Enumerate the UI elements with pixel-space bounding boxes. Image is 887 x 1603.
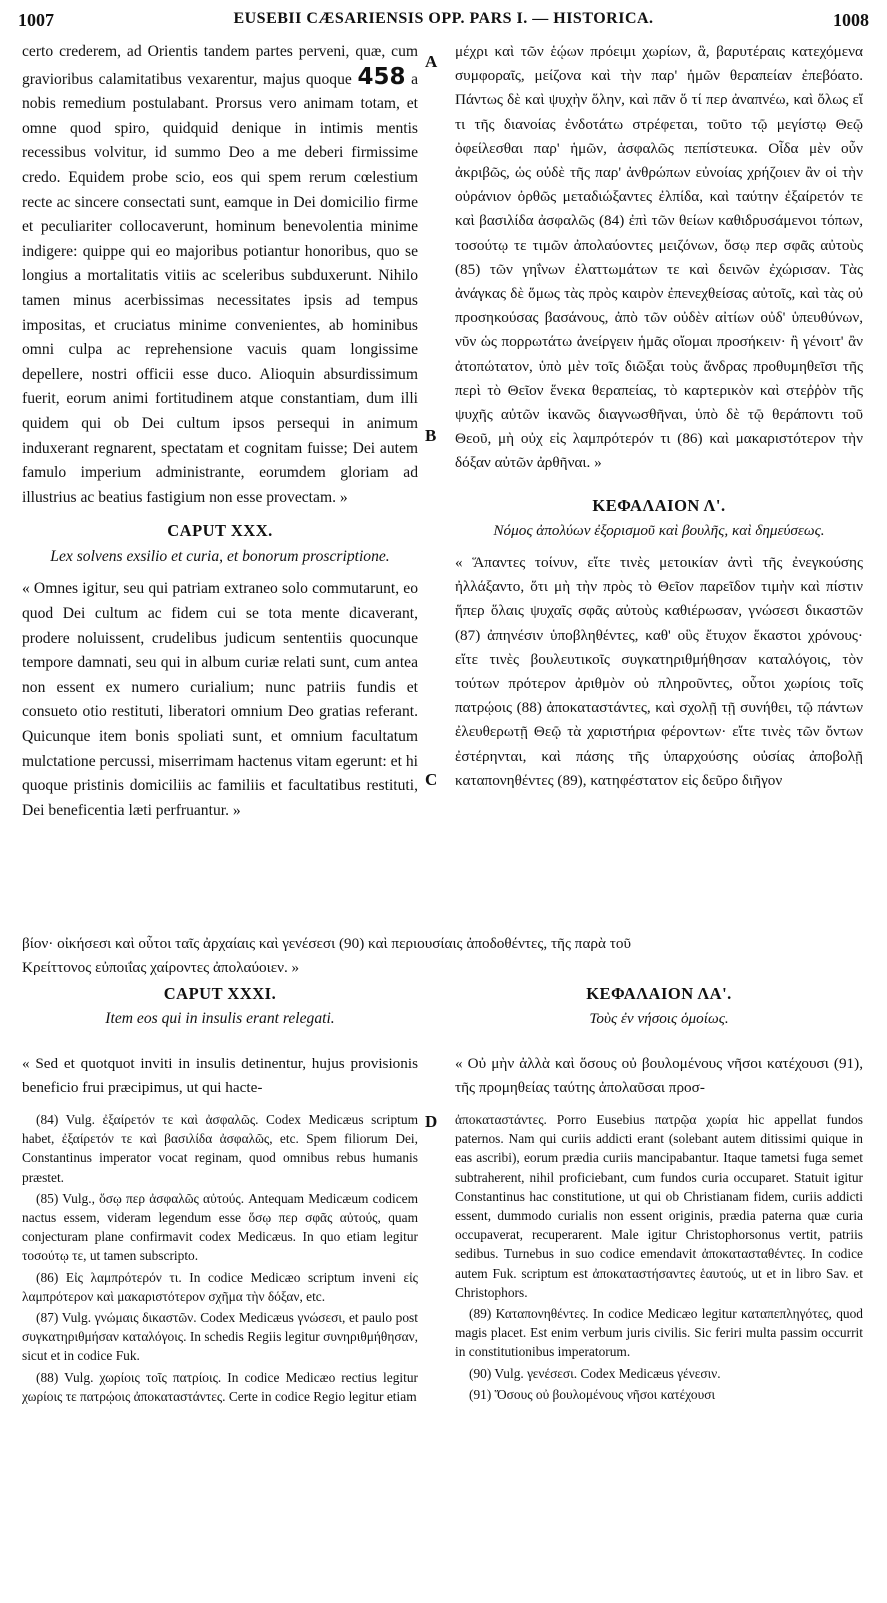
greek-paragraph: μέχρι καὶ τῶν ἑῴων πρόειμι χωρίων, ἃ, βαρυτέραις κατεχόμενα συμφοραῖς, μείζονα καὶ τὴν παρ' ἡμῶν θεραπείαν ἐπεβόατο. Πάντως δὲ καὶ ψυχὴν ὅλην, καὶ πᾶν ὅ τί περ ἀναπνέω, καὶ ὅλως εἴ τι τῆς διανοίας ἐνδοτάτω στρέφεται, τοῦτο τῷ μεγίστῳ Θεῷ ὀφείλεσθαι παρ' ἡμῶν, ἀσφαλῶς πεπίστευκα. Οἶδα μὲν οὖν ἀκριβῶς, ὡς οὐδὲ τῆς παρ' ἀνθρώπων εὐνοίας χρήζοιεν ἂν οἱ τὴν οὐράνιον ὀρθῶς μεταδιώξαντες ἐλπίδα, καὶ ταύτην ἐξαίρετόν τε καὶ βασιλίδα ἀσφαλῶς (84) ἐπὶ τῶν θείων καθιδρυσάμενοι τόπων, τοσούτῳ τε τιμῶν ἀπολαύοντες μειζόνων, ὅσῳ περ σφᾶς αὐτοὺς (85) τῶν γηΐνων ἐλαττωμάτων τε καὶ δεινῶν ἐχώρισαν. Τὰς ἀνάγκας δὲ ὅμως τὰς πρὸς καιρὸν ἐπενεχθείσας αὐτοῖς, καὶ τὰς οὐ προσηκούσας βασάνους, ἀπὸ τῶν οὐδὲν αἰτίων οὐδ' ὑπευθύνων, νῦν ὡς πορρωτάτω ἀνείργειν ἡμᾶς οἴομαι προσήκειν· ἢ γένοιτ' ἂν ἀτοπώτατον, ὑπὸ μὲν τοῖς διῶξαι τοὺς ἄνδρας προθυμηθεῖσι τῆς περὶ τὸ Θεῖον ἕνεκα θεραπείας, τὸ καρτερικὸν καὶ στεῤῥὸν τῆς ψυχῆς αὐτῶν ἱκανῶς διαγνωσθῆναι, ὑπὸ δὲ τῷ θεράποντι τοῦ Θεοῦ, μὴ οὐχ εἰς λαμπρότερόν τι (86) καὶ μακαριστότερον τὴν δόξαν αὐτῶν ἀρθῆναι. »: [455, 43, 863, 472]
caput-31-text: « Sed et quotquot inviti in insulis detinentur, hujus provisionis beneficio frui præcipimus, ut qui hacte-: [22, 1055, 418, 1096]
caput-31-title: CAPUT XXXI.: [163, 984, 277, 1003]
footnote: (85) Vulg., ὅσῳ περ ἀσφαλῶς αὐτούς. Antequam Medicæum codicem nactus essem, videram legendum esse ὅσῳ περ σφᾶς αὐτούς, quam conjecturam plane confirmavit codex Medicæus. In quo etiam legitur τοσούτῳ τε, ut tamen subscripto.: [22, 1190, 418, 1264]
footnote: (88) Vulg. χωρίοις τοῖς πατρίοις. In codice Medicæo rectius legitur χωρίοις τε πατρῴοις ἀποκαταστάντες. Certe in codice Regio legitur etiam: [22, 1369, 418, 1404]
kephalaion-30-title: ΚΕΦΑΛΑΙΟΝ Λ'.: [592, 495, 726, 515]
notes-right-column: [455, 1110, 863, 1406]
notes-left-column: [22, 1110, 418, 1408]
latin-column: [22, 40, 418, 823]
kephalaion-30-subtitle: Νόμος ἀπολύων ἐξορισμοῦ καὶ βουλῆς, καὶ δημεύσεως.: [493, 521, 825, 539]
margin-letter-a: A: [425, 52, 438, 71]
footnote: (90) Vulg. γενέσεσι. Codex Medicæus γένεσιν.: [469, 1365, 721, 1381]
greek-column: [455, 40, 863, 793]
section-number: 458: [357, 63, 406, 90]
kephalaion-31-title: ΚΕΦΑΛΑΙΟΝ ΛΑ'.: [586, 984, 732, 1003]
kephalaion-31-text: « Οὐ μὴν ἀλλὰ καὶ ὅσους οὐ βουλομένους νῆσοι κατέχουσι (91), τῆς προμηθείας ταύτης ἀπολαῦσαι προσ-: [455, 1055, 863, 1096]
latin-text: a nobis remedium postulabant. Prorsus vero animam totam, et omne quod spiro, quidquid denique in intimis mentis recessibus volvitur, id summo Deo a me deberi firmissime credo. Equidem probe scio, eos qui spem rerum cœlestium recte ac sincere consectati sunt, eamque in Dei domicilio firme et peculiariter collocaverunt, hominum benevolentia minime indigere: quippe qui eo majoribus potiantur honoribus, quo se longius a mortalitatis vitiis ac sceleribus subduxerunt. Nihilo tamen minus acerbissimas necessitates ipsis ad tempus impositas, et cruciatus minime convenientes, ab hominibus omni culpa ac reprehensione vacuis quam longissime depellere, nostri officii esse duco. Alioquin absurdissimum fuerit, eorum animi fortitudinem atque constantiam, dum illi quidem qui ob Dei cultum ipsos persequi in animum induxerant regnarent, spectatam et cognitam fuisse; Dei autem famulo imperium administrante, eorumdem gloriam ad illustrius ac beatius fastigium non esse provectam. »: [22, 70, 419, 506]
kephalaion-31-subtitle: Τοὺς ἐν νήσοις ὁμοίως.: [589, 1010, 729, 1027]
margin-letter-d: D: [425, 1112, 438, 1131]
page-number-left: 1007: [18, 10, 54, 30]
footnote: (86) Εἰς λαμπρότερόν τι. In codice Medicæo scriptum inveni εἰς λαμπρότερον καὶ μακαριστότερον σχῆμα τὴν δόξαν, etc.: [22, 1269, 418, 1304]
footnote: (91) Ὅσους οὐ βουλομένους νῆσοι κατέχουσι: [469, 1386, 716, 1402]
latin-paragraph: [22, 40, 418, 510]
caput-31-latin: [22, 980, 418, 1033]
greek-continuation: βίον· οἰκήσεσι καὶ οὗτοι ταῖς ἀρχαίαις καὶ γενέσεσι (90) καὶ περιουσίαις ἀποδοθέντες, τῆς παρὰ τοῦ: [22, 935, 631, 952]
margin-letter-c: C: [425, 770, 438, 789]
footnote: (84) Vulg. ἐξαίρετόν τε καὶ ἀσφαλῶς. Codex Medicæus scriptum habet, ἐξαίρετόν τε καὶ βασιλίδα ἀσφαλῶς, etc. Spem filiorum Dei, Constantinus imperator vocat reginam, quod omnibus rebus humanis præstet.: [22, 1112, 418, 1185]
page-header: [0, 10, 887, 34]
caput-30-subtitle: Lex solvens exsilio et curia, et bonorum proscriptione.: [50, 547, 390, 565]
caput-30-title: CAPUT XXX.: [167, 521, 273, 541]
kephalaion-30-text: « Ἅπαντες τοίνυν, εἴτε τινὲς μετοικίαν ἀντὶ τῆς ἐνεγκούσης ἠλλάξαντο, ὅτι μὴ τὴν πρὸς τὸ Θεῖον παρεῖδον τιμὴν καὶ πίστιν ἥπερ ὅλαις ψυχαῖς σφᾶς αὐτοὺς καθιέρωσαν, γνώσεσι δικαστῶν (87) ἀπηνέσιν ὑποβληθέντες, καθ' οὓς ἔτυχον ἕκαστοι χρόνους· εἴτε τινὲς βουλευτικοῖς συγκατηριθμήθησαν καταλόγοις, τὸν τούτων πρότερον ἀριθμὸν οὐ πληροῦντες, οὗτοι χωρίοις τοῖς πατρῴοις (88) ἀποκαταστάντες, καὶ σχολῇ τῇ συνήθει, τῷ πάντων ἐλευθερωτῇ Θεῷ τὰ χαριστήρια φέροντων· εἴτε τινὲς τῶν ὄντων ἐστέρηνται, καὶ πάσης τῆς ὑπαρχούσης οὐσίας ἀποβολῇ καταπονηθέντες (89), κατηφέστατον εἰς δεῦρο διῆγον: [455, 554, 863, 789]
footnote: ἀποκαταστάντες. Porro Eusebius πατρῷα χωρία hic appellat fundos paternos. Nam qui curiis addicti erant (solebant autem ditissimi quique in eas ascribi), eorum prædia curiis mancipabantur. Itaque tametsi fuga semet subtraherent, nihil proficiebant, cum fundos curia occuparet. Statuit igitur Constantinus hac constitutione, ut qui ob Christianam fidem, curiis addicti essent, dummodo curialis non essent originis, prædia paterna quæ curia occupaverat, recuperarent. Male igitur Christophorsonus vertit, patriis sedibus. Turnebus in suo codice emendavit ἀποκατασταθέντες. In codice autem Fuk. scriptum est ἀποκαταστήσαντες ἑαυτούς, ut et in libro Sav. et Christophors.: [455, 1112, 863, 1300]
footnote: (89) Καταπονηθέντες. In codice Medicæo legitur καταπεπληγότες, quod magis placet. Est enim verbum juris civilis. Sic feriri multa passim occurrit in constitutionibus imperatorum.: [455, 1306, 863, 1360]
margin-letter-b: B: [425, 426, 437, 445]
greek-continuation-2: Κρείττονος εὐποιΐας χαίροντες ἀπολαύοιεν. »: [22, 959, 300, 976]
caput-31-subtitle: Item eos qui in insulis erant relegati.: [105, 1010, 335, 1027]
running-title: EUSEBII CÆSARIENSIS OPP. PARS I. — HISTORICA.: [233, 10, 654, 27]
caput-30-text: « Omnes igitur, seu qui patriam extraneo solo commutarunt, eo quod Dei cultum ac fidem cui se tota mente dicaverant, prodere noluissent, crudelibus judicum sententiis quocunque tempore damnati, seu qui in album curiæ relati sunt, cum antea non essent ex numero curialium; nunc patriis fundis et consueto otio restituti, liberatori omnium Deo gratias referant. Quicunque item bonis spoliati sunt, et omnium facultatum mulctatione percussi, miserrimam hactenus vitam egerunt: et hi quoque pristinis domiciliis ac familiis et facultatibus restituti, Dei beneficentia læti perfruantur. »: [22, 580, 418, 819]
full-width-greek: [22, 932, 863, 980]
latin-text: certo crederem, ad Orientis tandem partes perveni, quæ, cum gravioribus calamitatibus vexarentur, majus quoque: [22, 43, 418, 88]
page-number-right: 1008: [833, 10, 869, 30]
footnote: (87) Vulg. γνώμαις δικαστῶν. Codex Medicæus γνώσεσι, et paulo post συγκατηριθμήσαν καταλόγοις. In schedis Regiis legitur συνηριθμήθησαν, sicut et in codice Fuk.: [22, 1310, 418, 1364]
kephalaion-31-greek: [455, 980, 863, 1033]
